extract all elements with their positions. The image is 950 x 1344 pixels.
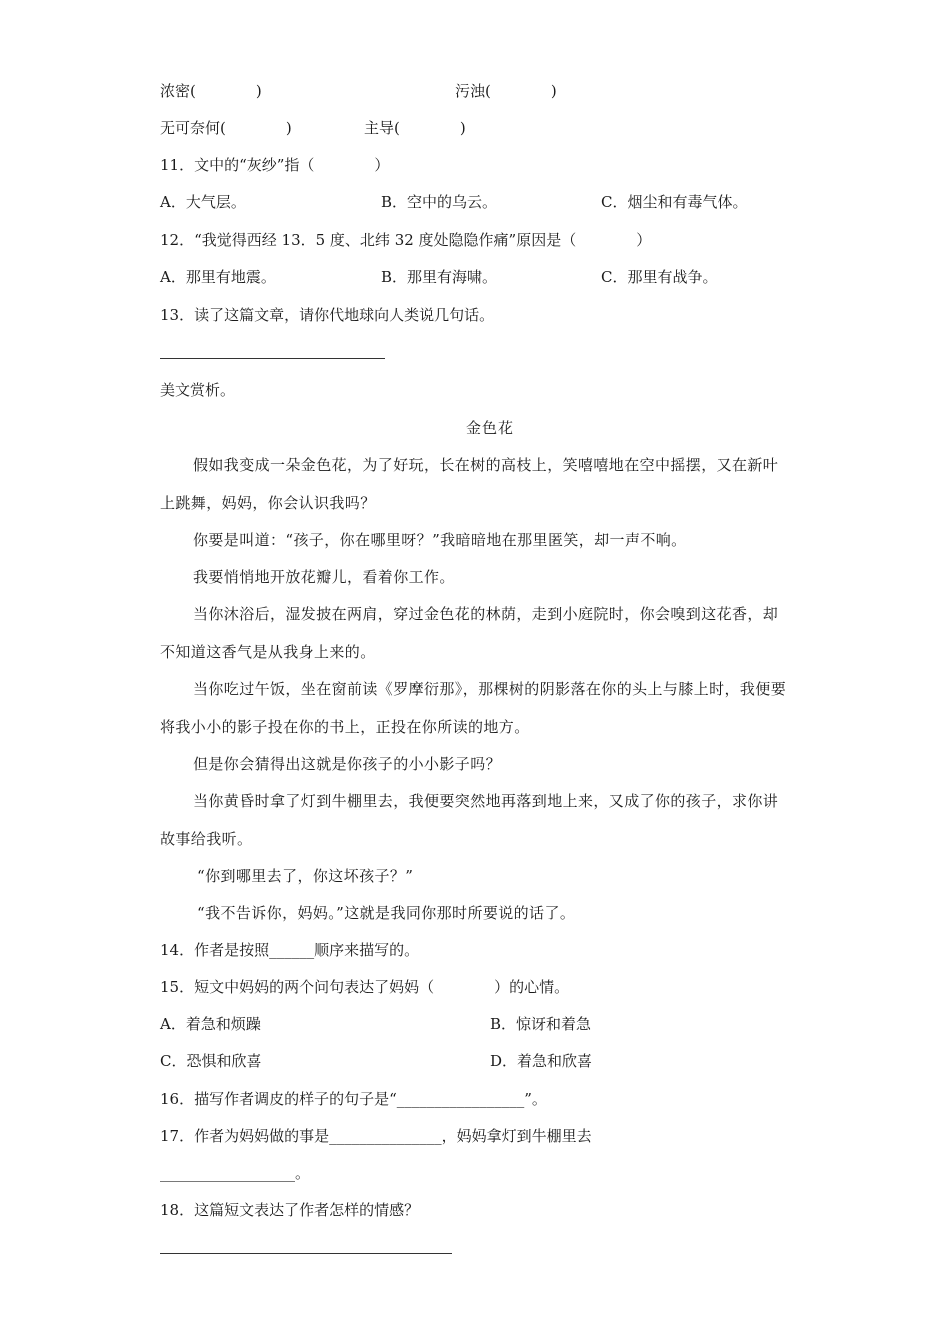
poem-paragraph-2: 你要是叫道：“孩子，你在哪里呀？”我暗暗地在那里匿笑，却一声不响。 [193,531,687,549]
question-15-option-c: C．恐惧和欣喜 [160,1052,262,1070]
question-11-option-b: B．空中的乌云。 [381,193,498,211]
question-17-continuation: __________________。 [160,1164,311,1182]
question-17-stem: 17．作者为妈妈做的事是_______________，妈妈拿灯到牛棚里去 [160,1127,592,1145]
vocab-item-wuzhuo: 污浊( ) [455,82,557,100]
question-11-option-c: C．烟尘和有毒气体。 [601,193,748,211]
question-13-answer-line [160,358,385,359]
question-13-stem: 13．读了这篇文章，请你代地球向人类说几句话。 [160,306,495,324]
section-label: 美文赏析。 [160,381,236,399]
vocab-item-zhudao: 主导( ) [364,119,466,137]
question-15-option-d: D．着急和欣喜 [490,1052,593,1070]
question-15-option-b: B．惊讶和着急 [490,1015,592,1033]
question-14-stem: 14．作者是按照______顺序来描写的。 [160,941,420,959]
question-15-option-a: A．着急和烦躁 [160,1015,261,1033]
question-12-stem: 12．“我觉得西经 13．5 度、北纬 32 度处隐隐作痛”原因是（ ） [160,231,652,249]
question-18-stem: 18．这篇短文表达了作者怎样的情感？ [160,1201,420,1219]
question-18-answer-line [160,1253,452,1254]
question-12-option-c: C．那里有战争。 [601,268,718,286]
question-11-option-a: A．大气层。 [160,193,246,211]
question-12-option-b: B．那里有海啸。 [381,268,498,286]
question-12-option-a: A．那里有地震。 [160,268,276,286]
question-11-stem: 11．文中的“灰纱”指（ ） [160,156,390,174]
vocab-item-wukenaihe: 无可奈何( ) [160,119,292,137]
question-16-stem: 16．描写作者调皮的样子的句子是“_________________”。 [160,1090,547,1108]
vocab-item-nongmi: 浓密( ) [160,82,262,100]
poem-paragraph-5: 当你吃过午饭，坐在窗前读《罗摩衍那》，那棵树的阴影落在你的头上与膝上时，我便要将我小小的影子投在你的书上，正投在你所读的地方。 [160,680,787,736]
poem-paragraph-7: 当你黄昏时拿了灯到牛棚里去，我便要突然地再落到地上来，又成了你的孩子，求你讲故事给我听。 [160,792,779,848]
poem-paragraph-4: 当你沐浴后，湿发披在两肩，穿过金色花的林荫，走到小庭院时，你会嗅到这花香，却不知道这香气是从我身上来的。 [160,605,779,661]
poem-title: 金色花 [466,419,515,437]
poem-paragraph-1: 假如我变成一朵金色花，为了好玩，长在树的高枝上，笑嘻嘻地在空中摇摆，又在新叶上跳舞，妈妈，你会认识我吗？ [160,456,779,512]
poem-paragraph-8: “你到哪里去了，你这坏孩子？” [197,867,414,885]
poem-paragraph-6: 但是你会猜得出这就是你孩子的小小影子吗？ [193,755,502,773]
poem-paragraph-3: 我要悄悄地开放花瓣儿，看着你工作。 [193,568,455,586]
poem-paragraph-9: “我不告诉你，妈妈。”这就是我同你那时所要说的话了。 [197,904,576,922]
question-15-stem: 15．短文中妈妈的两个问句表达了妈妈（ ）的心情。 [160,978,570,996]
